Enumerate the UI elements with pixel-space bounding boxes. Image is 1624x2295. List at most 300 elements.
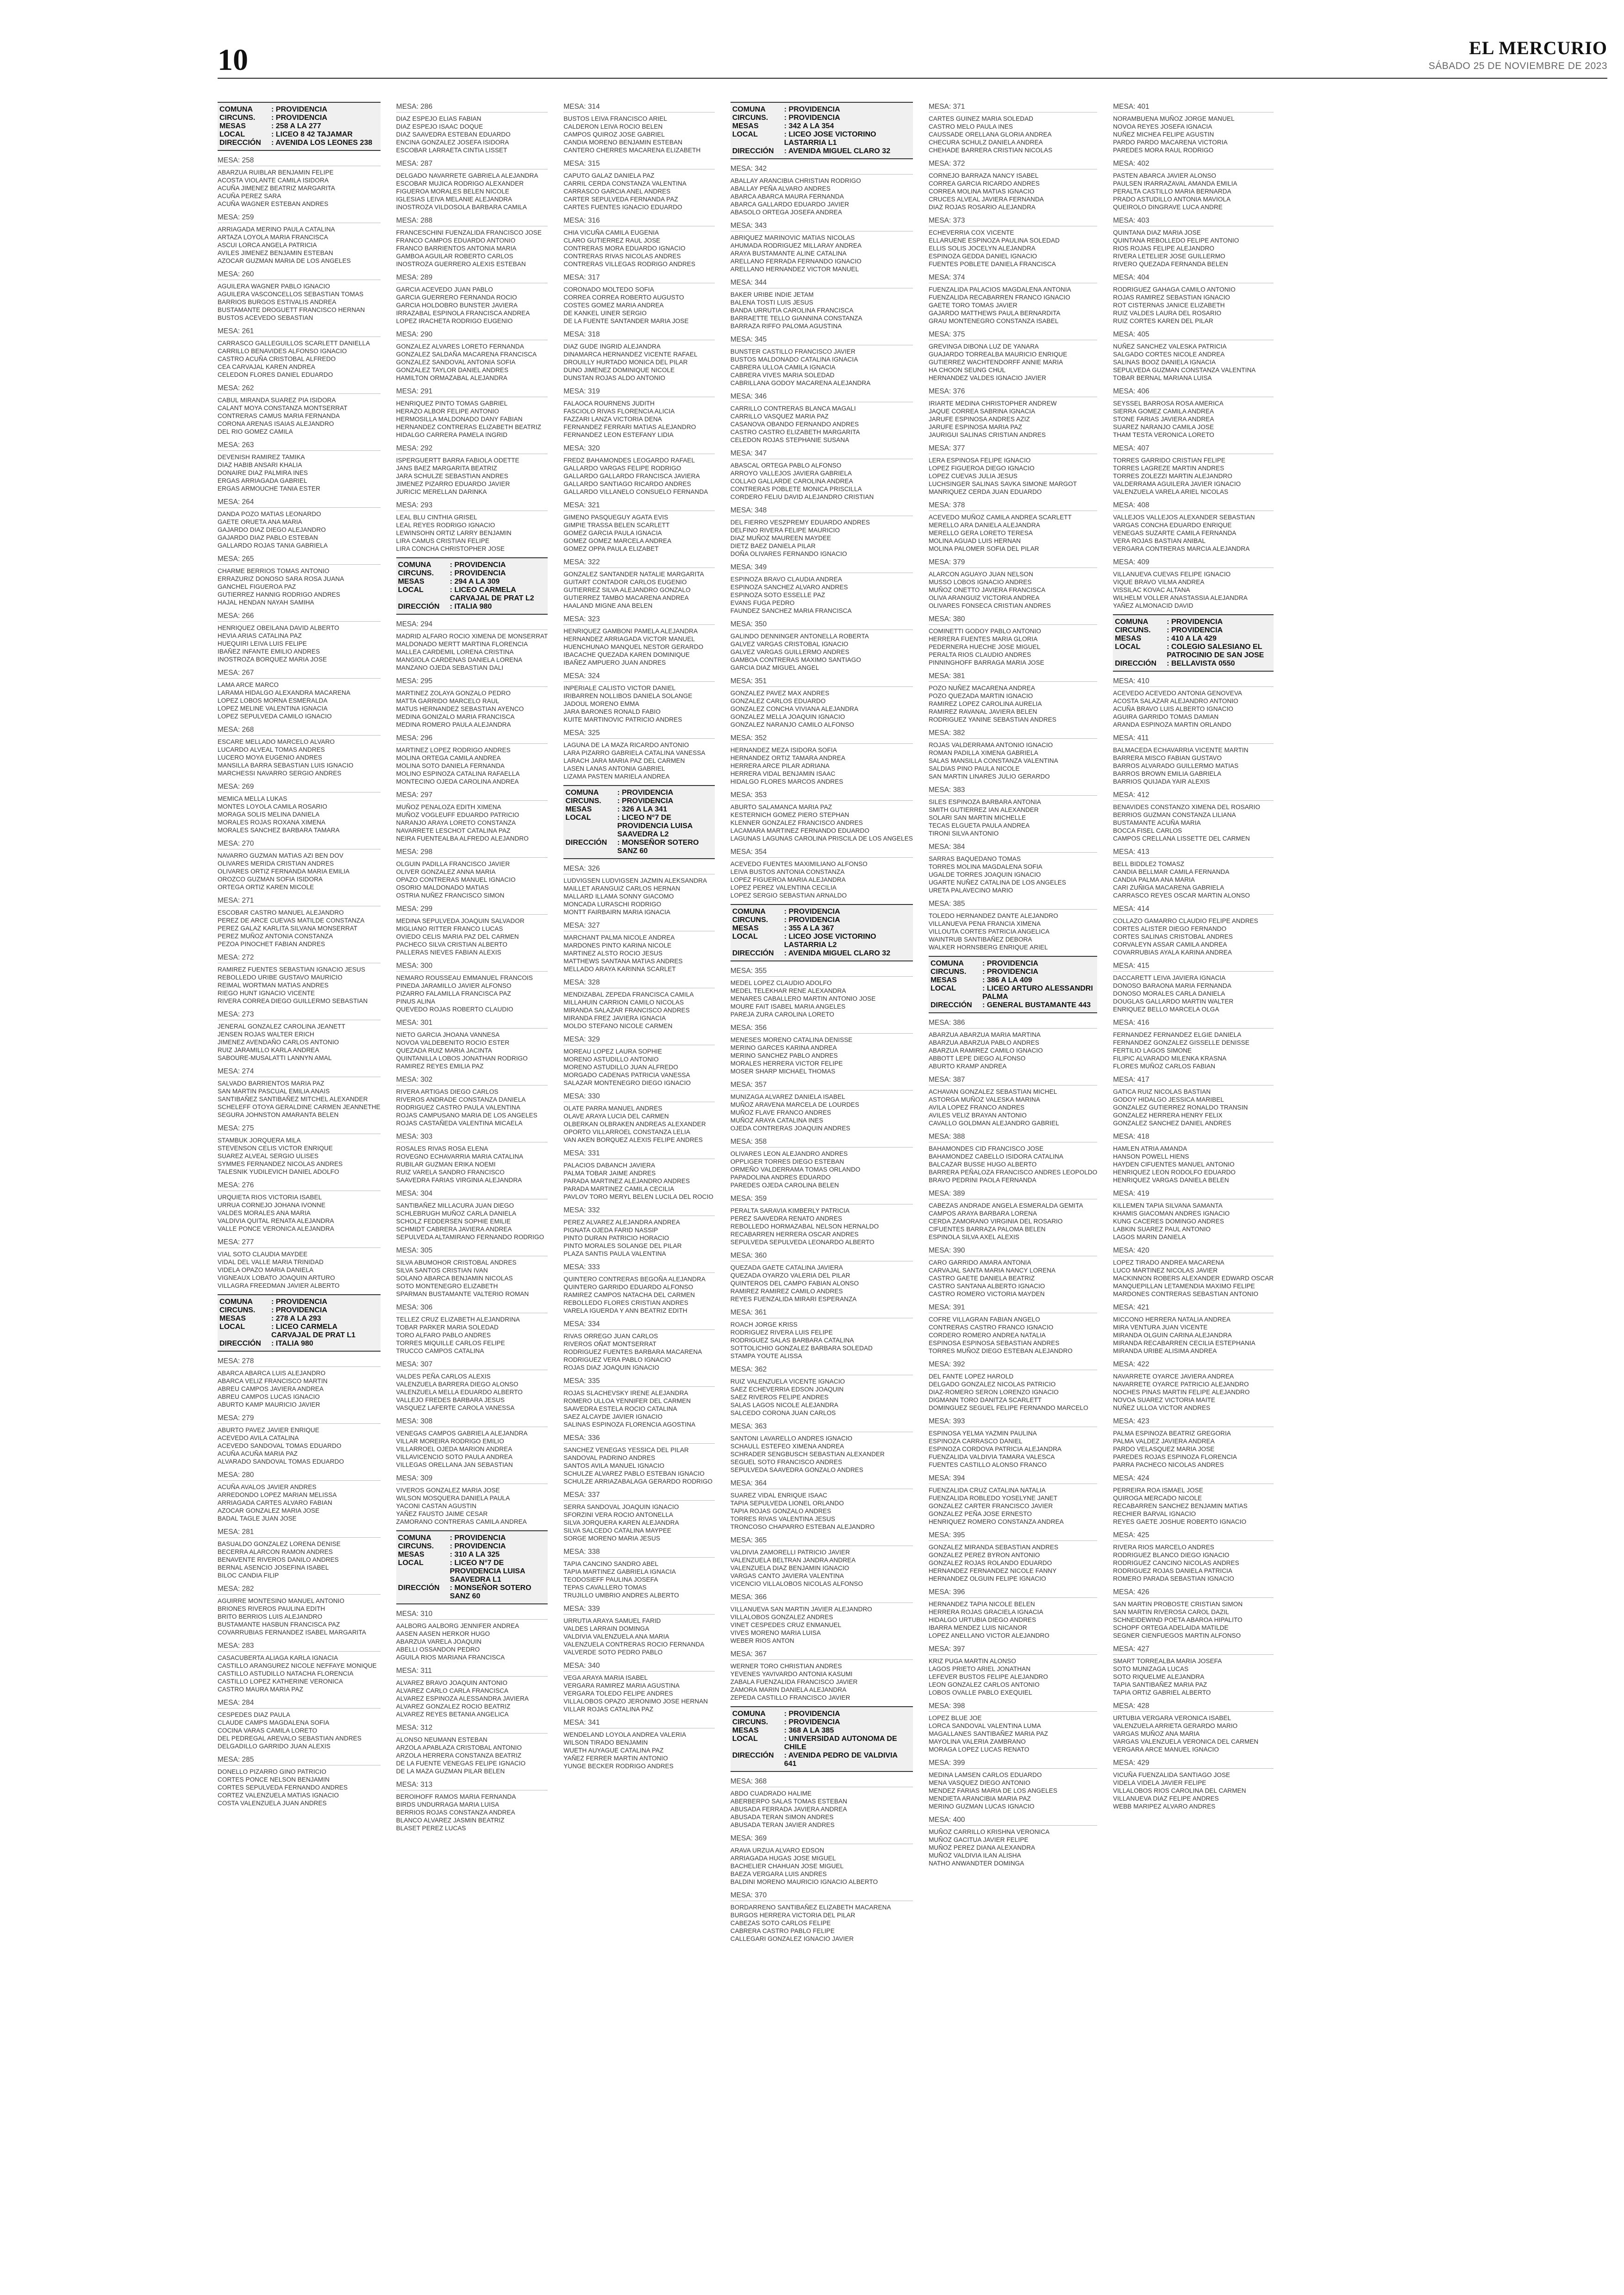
voter-name: FUENZALIDA VALDIVIA TAMARA VALESCA — [928, 1453, 1055, 1460]
voter-name: VIVEROS GONZALEZ MARIA JOSE — [396, 1487, 500, 1494]
voter-name: GONZALEZ SANTANDER NATALIE MARGARITA — [563, 571, 704, 578]
voter-name: COLLAZO GAMARRO CLAUDIO FELIPE ANDRES — [1113, 917, 1258, 924]
mesa-label: MESA: 399 — [929, 1759, 1097, 1769]
mesa-label: MESA: 420 — [1113, 1247, 1274, 1256]
voter-name: CARTES FUENTES IGNACIO EDUARDO — [563, 204, 682, 211]
voter-name: URETA PALAVECINO MARIO — [928, 887, 1013, 894]
header-value: : PROVIDENCIA — [784, 1718, 840, 1726]
mesa-label: MESA: 297 — [396, 791, 548, 801]
voter-name: INPERIALE CALISTO VICTOR DANIEL — [563, 685, 676, 692]
voter-name: COLLAO GALLARDE CAROLINA ANDREA — [730, 478, 853, 485]
voter-name: NEMARO ROUSSEAU EMMANUEL FRANCOIS — [396, 974, 533, 981]
voter-name: TRUJILLO UMBRIO ANDRES ALBERTO — [563, 1592, 679, 1599]
mesa-label: MESA: 371 — [929, 103, 1097, 112]
voter-name: SILVA SALCEDO CATALINA MAYPEE — [563, 1527, 672, 1534]
polling-place-header — [1113, 614, 1274, 672]
header-key: MESAS — [565, 805, 592, 813]
header-key: LOCAL — [732, 1735, 758, 1743]
voter-name: TORO ALFARO PABLO ANDRES — [396, 1332, 491, 1339]
mesa-label: MESA: 321 — [563, 501, 714, 511]
voter-name: MERELLO GERA LORETO TERESA — [928, 530, 1033, 536]
voter-name: PALMA TOBAR JAIME ANDRES — [563, 1170, 656, 1177]
header-key: MESAS — [1115, 635, 1142, 642]
voter-name: LIZAMA PASTEN MARIELA ANDREA — [563, 773, 670, 780]
voter-name: MANSILLA BARRA SEBASTIAN LUIS IGNACIO — [218, 762, 354, 769]
voter-name: ACOSTA VIOLANTE CAMILA ISIDORA — [218, 177, 329, 184]
voter-name: LUCERO MOYA EUGENIO ANDRES — [218, 754, 322, 761]
voter-name: LAMA ARCE MARCO — [218, 681, 279, 688]
voter-name: CORREA GARCIA RICARDO ANDRES — [928, 180, 1040, 187]
header-key: DIRECCIÓN — [565, 839, 607, 847]
voter-name: GREVINGA DIBONA LUZ DE YANARA — [928, 343, 1039, 350]
header-row — [219, 1315, 379, 1323]
voter-name: HUENCHUNAO MANQUEL NESTOR GERARDO — [563, 643, 704, 650]
voter-name: DUNO JIMENEZ DOMINIQUE NICOLE — [563, 367, 675, 374]
mesa-label: MESA: 395 — [929, 1531, 1097, 1541]
header-row — [732, 147, 911, 156]
voter-name: CHARME BERRIOS TOMAS ANTONIO — [218, 568, 330, 574]
voter-name: ZABALA FUENZALIDA FRANCISCO JAVIER — [730, 1678, 858, 1685]
voter-name: YEVENES YAVIVARDO ANTONIA KASUMI — [730, 1671, 853, 1678]
mesa-label: MESA: 354 — [731, 848, 913, 858]
voter-name: CORTES ALISTER DIEGO FERNANDO — [1113, 925, 1227, 932]
header-row — [565, 789, 712, 797]
voter-name: FERNANDEZ FERNANDEZ ELGIE DANIELA — [1113, 1031, 1242, 1038]
voter-name: FUENTES POBLETE DANIELA FRANCISCA — [928, 261, 1056, 268]
voter-name: FUENTES CASTILLO ALONSO FRANCO — [928, 1461, 1047, 1468]
voter-name: VALENZUELA ARRIETA GERARDO MARIO — [1113, 1722, 1238, 1729]
voter-name: SAAVEDRA ESTELA ROCIO CATALINA — [563, 1405, 677, 1412]
voter-name: GONZALEZ HERRERA HENRY FELIX — [1113, 1112, 1223, 1119]
voter-name: PALMA ESPINOZA BEATRIZ GREGORIA — [1113, 1430, 1231, 1437]
voter-name: QUINTANILLA LOBOS JONATHAN RODRIGO — [396, 1055, 528, 1062]
voter-name: GAETE TORO TOMAS JAVIER — [928, 302, 1018, 309]
voter-name: ROJAS CAMPUSANO MARIA DE LOS ANGELES — [396, 1112, 537, 1119]
voter-name: LEAL BLU CINTHIA GRISEL — [396, 514, 477, 521]
voter-name: QUEZADA RUIZ MARIA JACINTA — [396, 1047, 492, 1054]
mesa-label: MESA: 289 — [396, 274, 548, 283]
voter-name: MIRANDA FREZ JAVIERA IGNACIA — [563, 1015, 666, 1022]
voter-name: JANS BAEZ MARGARITA BEATRIZ — [396, 465, 497, 472]
header-row — [398, 586, 546, 603]
voter-name: BARRIOS QUIJADA YAIR ALEXIS — [1113, 778, 1210, 785]
mesa-label: MESA: 389 — [929, 1190, 1097, 1199]
voter-name: ESCOBAR LARRAETA CINTIA LISSET — [396, 147, 507, 154]
voter-name: BECERRA ALARCON RAMON ANDRES — [218, 1548, 333, 1555]
voter-name: BEROIHOFF RAMOS MARIA FERNANDA — [396, 1793, 516, 1800]
voter-name: RAMIREZ RAMIREZ CAMILO ANDRES — [730, 1288, 843, 1295]
voter-name: CAVALLO GOLDMAN ALEJANDRO GABRIEL — [928, 1120, 1059, 1127]
voter-name: GANCHEL FIGUEROA PAZ — [218, 583, 296, 590]
voter-name: MADRID ALFARO ROCIO XIMENA DE MONSERRAT — [396, 633, 548, 640]
voter-name: JENSEN ROJAS WALTER ERICH — [218, 1031, 314, 1038]
voter-name: MIGLIANO RITTER FRANCO LUCAS — [396, 925, 503, 932]
voter-name: JARA SCHULZE SEBASTIAN ANDRES — [396, 473, 508, 480]
voter-name: VENEGAS CAMPOS GABRIELA ALEJANDRA — [396, 1430, 528, 1437]
column-7 — [1289, 97, 1440, 2282]
voter-name: QUINTERO CONTRERAS BEGOÑA ALEJANDRA — [563, 1276, 706, 1283]
voter-name: DE LA FUENTE VENEGAS FELIPE IGNACIO — [396, 1760, 526, 1767]
voter-name: OLIVARES FONSECA CRISTIAN ANDRES — [928, 602, 1051, 609]
voter-name: TAPIA CANCINO SANDRO ABEL — [563, 1560, 659, 1567]
voter-name: ARRIAGADA CARTES ALVARO FABIAN — [218, 1499, 332, 1506]
voter-name: BARRAZA RIFFO PALOMA AGUSTINA — [730, 323, 842, 330]
voter-name: AGUILERA VASCONCELLOS SEBASTIAN TOMAS — [218, 291, 364, 298]
voter-name: FALAOCA ROURNENS JUDITH — [563, 400, 655, 407]
header-value: : 278 A LA 293 — [271, 1315, 321, 1322]
header-key: LOCAL — [565, 814, 591, 822]
voter-name: YAÑEZ FERRER MARTIN ANTONIO — [563, 1755, 668, 1762]
voter-name: FUENZALIDA CRUZ CATALINA NATALIA — [928, 1487, 1046, 1494]
mesa-label: MESA: 375 — [929, 331, 1097, 340]
voter-name: CORTES PONCE NELSON BENJAMIN — [218, 1776, 330, 1783]
voter-name: CASTRO GAETE DANIELA BEATRIZ — [928, 1275, 1035, 1282]
header-row — [219, 1298, 379, 1306]
voter-name: ALVARADO SANDOVAL TOMAS EDUARDO — [218, 1458, 344, 1465]
voter-name: ARANDA ESPINOZA MARTIN ORLANDO — [1113, 721, 1231, 728]
voter-name: OLIVER GONZALEZ ANNA MARIA — [396, 868, 496, 875]
voter-name: ENRIQUEZ BELLO MARCELA OLGA — [1113, 1006, 1219, 1013]
column-2 — [396, 97, 548, 2282]
voter-name: ROMERO PARADA SEBASTIAN IGNACIO — [1113, 1575, 1234, 1582]
mesa-label: MESA: 261 — [218, 327, 381, 337]
newspaper-name: EL MERCURIO — [1469, 37, 1607, 58]
voter-name: VALENZUELA DIAZ BENJAMIN IGNACIO — [730, 1565, 849, 1572]
voter-name: WALKER HORNSBERG ENRIQUE ARIEL — [928, 944, 1048, 951]
mesa-label: MESA: 374 — [929, 274, 1097, 283]
voter-name: GONZALEZ PEÑA JOSE ERNESTO — [928, 1510, 1032, 1517]
mesa-label: MESA: 273 — [218, 1010, 381, 1020]
voter-name: NORAMBUENA MUÑOZ JORGE MANUEL — [1113, 115, 1235, 122]
voter-name: TOBAR PARKER MARIA SOLEDAD — [396, 1324, 499, 1331]
voter-name: PERALTA SARAVIA KIMBERLY PATRICIA — [730, 1207, 850, 1214]
header-row — [565, 814, 712, 839]
mesa-label: MESA: 292 — [396, 444, 548, 454]
voter-name: CALLEGARI GONZALEZ IGNACIO JAVIER — [730, 1935, 854, 1942]
mesa-label: MESA: 400 — [929, 1816, 1097, 1826]
voter-name: VALDES PEÑA CARLOS ALEXIS — [396, 1373, 491, 1380]
voter-name: FIGUEROA MORALES BELEN NICOLE — [396, 188, 510, 195]
voter-name: AGUIRA GARRIDO TOMAS DAMIAN — [1113, 713, 1219, 720]
voter-name: INOSTROZA VILDOSOLA BARBARA CAMILA — [396, 204, 527, 211]
voter-name: HENRIQUEZ LEON RODOLFO EDUARDO — [1113, 1169, 1236, 1176]
voter-name: UGARTE NUÑEZ CATALINA DE LOS ANGELES — [928, 879, 1066, 886]
voter-name: DIAZ MUÑOZ MAUREEN MAYDEE — [730, 535, 831, 542]
voter-name: MEDINA LAMSEN CARLOS EDUARDO — [928, 1771, 1042, 1778]
voter-name: ESPINOZA SANCHEZ ALVARO ANDRES — [730, 584, 848, 591]
voter-name: PALLERAS NIEVES FABIAN ALEXIS — [396, 949, 501, 956]
voter-name: HAJAL HENDAN NAYAH SAMIHA — [218, 599, 314, 606]
voter-name: URRUA CORNEJO JOHANA IVONNE — [218, 1202, 325, 1209]
mesa-label: MESA: 359 — [731, 1195, 913, 1204]
voter-name: REYES FUENZALIDA MIRARI ESPERANZA — [730, 1296, 857, 1303]
voter-name: ALARCON AGUAYO JUAN NELSON — [928, 571, 1033, 578]
voter-name: SALAZAR MONTENEGRO DIEGO IGNACIO — [563, 1079, 691, 1086]
voter-name: ACEVEDO AVILA CATALINA — [218, 1434, 299, 1441]
mesa-label: MESA: 328 — [563, 979, 714, 988]
header-row — [398, 578, 546, 586]
mesa-label: MESA: 278 — [218, 1357, 381, 1367]
mesa-label: MESA: 364 — [731, 1479, 913, 1489]
header-key: LOCAL — [732, 131, 758, 138]
voter-name: DIGMANN TORO DANITZA SCARLETT — [928, 1397, 1042, 1403]
voter-name: DELGADILLO GARRIDO JUAN ALEXIS — [218, 1743, 331, 1750]
header-key: CIRCUNS. — [732, 916, 768, 924]
voter-name: MUÑOZ GACITUA JAVIER FELIPE — [928, 1836, 1029, 1843]
voter-name: JAURIGUI SALINAS CRISTIAN ANDRES — [928, 431, 1046, 438]
voter-name: MORALES ROJAS ROXANA XIMENA — [218, 819, 326, 826]
header-key: COMUNA — [732, 106, 766, 113]
voter-name: CABRERA CASTRO PABLO FELIPE — [730, 1927, 835, 1934]
mesa-label: MESA: 382 — [929, 729, 1097, 739]
mesa-label: MESA: 340 — [563, 1662, 714, 1671]
voter-name: PARADA MARTINEZ CAMILA CECILIA — [563, 1185, 675, 1192]
header-value: : PROVIDENCIA — [982, 960, 1038, 967]
column-6 — [1113, 97, 1274, 2282]
voter-name: CARRILLO VASQUEZ MARIA PAZ — [730, 413, 829, 420]
voter-name: MOLINA PALOMER SOFIA DEL PILAR — [928, 545, 1039, 552]
voter-name: DONOSO BARAONA MARIA FERNANDA — [1113, 982, 1231, 989]
voter-name: GAMBOA CONTRERAS MAXIMO SANTIAGO — [730, 656, 861, 663]
voter-name: HAMILTON ORMAZABAL ALEJANDRA — [396, 374, 508, 381]
voter-name: OJEDA CONTRERAS JOAQUIN ANDRES — [730, 1125, 850, 1132]
mesa-label: MESA: 276 — [218, 1181, 381, 1191]
voter-name: BENAVIDES CONSTANZO XIMENA DEL ROSARIO — [1113, 804, 1261, 811]
voter-name: CORDERO FELIU DAVID ALEJANDRO CRISTIAN — [730, 493, 874, 500]
voter-name: AZOCAR GUZMAN MARIA DE LOS ANGELES — [218, 257, 351, 264]
voter-name: OLGUIN PADILLA FRANCISCO JAVIER — [396, 861, 510, 867]
voter-name: ESPINOSA ESPINOSA SEBASTIAN ANDRES — [928, 1340, 1060, 1347]
voter-name: ABARZUA RUIBLAR BENJAMIN FELIPE — [218, 169, 334, 176]
mesa-label: MESA: 418 — [1113, 1133, 1274, 1142]
voter-name: HIDALGO CARRERA PAMELA INGRID — [396, 431, 508, 438]
voter-name: BADAL TAGLE JUAN JOSE — [218, 1515, 297, 1522]
voter-name: ALVAREZ BRAVO JOAQUIN ANTONIO — [396, 1679, 508, 1686]
voter-name: VALENZUELA BELTRAN JANDRA ANDREA — [730, 1557, 856, 1564]
header-row — [219, 114, 379, 122]
voter-name: SOTO MUNIZAGA LUCAS — [1113, 1665, 1189, 1672]
header-key: DIRECCIÓN — [732, 949, 774, 957]
voter-name: GOMEZ OPPA PAULA ELIZABET — [563, 545, 659, 552]
mesa-label: MESA: 285 — [218, 1756, 381, 1765]
mesa-label: MESA: 260 — [218, 270, 381, 280]
voter-name: ABARZUA RAMIREZ CAMILO IGNACIO — [928, 1047, 1043, 1054]
voter-name: BAHAMONDES CID FRANCISCO JOSE — [928, 1145, 1044, 1152]
voter-name: THAM TESTA VERONICA LORETO — [1113, 431, 1214, 438]
header-value: : PROVIDENCIA — [784, 106, 840, 113]
voter-name: SCHELEFF OTOYA GERALDINE CARMEN JEANNETHE — [218, 1104, 381, 1110]
header-key: MESAS — [930, 976, 957, 984]
voter-name: DEL FANTE LOPEZ HAROLD — [928, 1373, 1014, 1380]
voter-name: MARCHANT PALMA NICOLE ANDREA — [563, 934, 675, 941]
voter-name: LAGOS MARIN DANIELA — [1113, 1234, 1186, 1241]
voter-name: MUÑOZ PENALOZA EDITH XIMENA — [396, 804, 501, 811]
voter-name: NAVARRETE OYARCE JAVIERA ANDREA — [1113, 1373, 1234, 1380]
voter-name: STAMPA YOUTE ALISSA — [730, 1353, 802, 1360]
header-row — [565, 805, 712, 814]
voter-name: NOVOA REYES JOSEFA IGNACIA — [1113, 123, 1212, 130]
voter-name: CONTRERAS POBLETE MONICA PRISCILLA — [730, 486, 862, 493]
header-value: : 355 A LA 367 — [784, 924, 834, 932]
mesa-label: MESA: 341 — [563, 1719, 714, 1728]
header-key: CIRCUNS. — [732, 114, 768, 122]
voter-name: QUEZADA GAETE CATALINA JAVIERA — [730, 1264, 843, 1271]
voter-name: ABUSADA FERRADA JAVIERA ANDREA — [730, 1806, 847, 1813]
voter-name: WILHELM VOLLER ANASTASSIA ALEJANDRA — [1113, 594, 1248, 601]
voter-name: DIAZ HABIB ANSARI KHALIA — [218, 461, 302, 468]
voter-name: MENESES MORENO CATALINA DENISSE — [730, 1036, 853, 1043]
mesa-label: MESA: 330 — [563, 1092, 714, 1102]
voter-name: ARREDONDO LOPEZ MARIAN MELISSA — [218, 1491, 337, 1498]
mesa-label: MESA: 313 — [396, 1781, 548, 1790]
mesa-label: MESA: 370 — [731, 1891, 913, 1901]
voter-name: SEPULVEDA GUZMAN CONSTANZA VALENTINA — [1113, 367, 1256, 374]
voter-name: SCHULZE ALVAREZ PABLO ESTEBAN IGNACIO — [563, 1470, 705, 1477]
voter-name: HANSON POWELL HIENS — [1113, 1153, 1189, 1160]
mesa-label: MESA: 423 — [1113, 1417, 1274, 1427]
voter-name: ISPERGUERTT BARRA FABIOLA ODETTE — [396, 457, 519, 464]
voter-name: YUNGE BECKER RODRIGO ANDRES — [563, 1763, 674, 1770]
header-row — [732, 916, 911, 924]
voter-name: CONTRERAS MORA EDUARDO IGNACIO — [563, 245, 686, 252]
polling-place-header — [218, 1294, 381, 1352]
voter-name: ASTORGA MUÑOZ VALESKA MARINA — [928, 1096, 1040, 1103]
voter-name: BARROS BROWN EMILIA GABRIELA — [1113, 770, 1222, 777]
voter-name: LEIVA BUSTOS ANTONIA CONSTANZA — [730, 868, 845, 875]
voter-name: LOPEZ LOBOS MORNA ESMERALDA — [218, 697, 328, 704]
voter-name: PAULSEN IRARRAZAVAL AMANDA EMILIA — [1113, 180, 1237, 187]
voter-name: LAGUNAS LAGUNAS CAROLINA PRISCILA DE LOS ANGELES — [730, 835, 913, 842]
voter-name: VALLEJO FREDES BARBARA JESUS — [396, 1397, 505, 1403]
voter-name: ABURTO KRAMP ANDREA — [928, 1063, 1007, 1070]
voter-name: STONE FARIAS JAVIERA ANDREA — [1113, 416, 1214, 423]
voter-name: MEDEL LOPEZ CLAUDIO ADOLFO — [730, 979, 832, 986]
voter-name: ALVAREZ CARLO CARLA FRANCISCA — [396, 1687, 509, 1694]
voter-name: GONZALEZ PAVEZ MAX ANDRES — [730, 690, 830, 697]
voter-name: MUSSO LOBOS IGNACIO ANDRES — [928, 579, 1032, 586]
voter-name: MONTT FAIRBAIRN MARIA IGNACIA — [563, 909, 671, 916]
voter-name: ABARCA ABARCA MAURA FERNANDA — [730, 193, 844, 200]
voter-name: RODRIGUEZ BLANCO DIEGO IGNACIO — [1113, 1552, 1230, 1559]
voter-name: BUSTAMANTE ACUÑA MARIA — [1113, 819, 1201, 826]
voter-name: CAMPOS ARAYA BARBARA LORENA — [928, 1210, 1037, 1217]
voter-name: VASQUEZ LAFERTE CAROLA VANESSA — [396, 1404, 515, 1411]
voter-name: NOCHES PINAS MARTIN FELIPE ALEJANDRO — [1113, 1389, 1250, 1396]
mesa-label: MESA: 428 — [1113, 1702, 1274, 1712]
mesa-label: MESA: 306 — [396, 1303, 548, 1313]
voter-name: HERNANDEZ TAPIA NICOLE BELEN — [928, 1601, 1035, 1608]
mesa-label: MESA: 421 — [1113, 1303, 1274, 1313]
voter-name: WUETH AUYAGUE CATALINA PAZ — [563, 1747, 664, 1754]
voter-name: NUÑEZ ULLOA VICTOR ANDRES — [1113, 1404, 1211, 1411]
voter-name: BARRERA MISCO FABIAN GUSTAVO — [1113, 755, 1222, 761]
voter-name: LIRA CONCHA CHRISTOPHER JOSE — [396, 545, 505, 552]
voter-name: NAVARRO GUZMAN MATIAS AZI BEN DOV — [218, 852, 344, 859]
header-value: : 342 A LA 354 — [784, 122, 834, 130]
voter-name: ACUÑA ACUÑA MARIA PAZ — [218, 1450, 298, 1457]
voter-name: BUSTOS ACEVEDO SEBASTIAN — [218, 314, 313, 321]
voter-name: SANTOS AVILA MANUEL IGNACIO — [563, 1462, 665, 1469]
voter-name: VILLANUEVA CUEVAS FELIPE IGNACIO — [1113, 571, 1231, 578]
mesa-label: MESA: 350 — [731, 620, 913, 630]
voter-name: ARRIAGADA MERINO PAULA CATALINA — [218, 226, 335, 233]
mesa-label: MESA: 262 — [218, 384, 381, 394]
voter-name: PALMA VALDEZ JAVIERA ANDREA — [1113, 1438, 1215, 1445]
voter-name: MOLINO ESPINOZA CATALINA RAFAELLA — [396, 770, 520, 777]
mesa-label: MESA: 305 — [396, 1247, 548, 1256]
top-rule — [218, 78, 1607, 79]
voter-name: DONELLO PIZARRO GINO PATRICIO — [218, 1768, 326, 1775]
voter-name: TIRONI SILVA ANTONIO — [928, 830, 999, 837]
mesa-label: MESA: 362 — [731, 1366, 913, 1375]
voter-name: TAPIA SANTIBAÑEZ MARIA PAZ — [1113, 1681, 1207, 1688]
header-row — [1115, 618, 1272, 626]
mesa-label: MESA: 320 — [563, 444, 714, 454]
voter-name: CHEHADE BARRERA CRISTIAN NICOLAS — [928, 147, 1053, 154]
header-row — [398, 1551, 546, 1559]
voter-name: TOLEDO HERNANDEZ DANTE ALEJANDRO — [928, 912, 1058, 919]
voter-name: HERNANDEZ ORTIZ TAMARA ANDREA — [730, 755, 845, 761]
voter-name: NAVARRETE OYARCE PATRICIO ALEJANDRO — [1113, 1381, 1249, 1388]
voter-name: CABRERA VIVES MARIA SOLEDAD — [730, 372, 835, 379]
voter-name: LOPEZ FIGUEROA MARIA ALEJANDRA — [730, 876, 846, 883]
voter-name: REYES GAETE JOSHUE ROBERTO IGNACIO — [1113, 1518, 1247, 1525]
voter-name: GALVEZ VARGAS GUILLERMO ANDRES — [730, 649, 849, 655]
voter-name: AVILES VELIZ BRAYAN ANTONIO — [928, 1112, 1027, 1119]
voter-name: WEBB MARIPEZ ALVARO ANDRES — [1113, 1803, 1216, 1810]
voter-name: ARAYA BUSTAMANTE ALINE CATALINA — [730, 250, 847, 257]
header-key: CIRCUNS. — [398, 1542, 434, 1550]
voter-name: DIAZ-ROMERO SERON LORENZO IGNACIO — [928, 1389, 1059, 1396]
voter-name: PEREZ MUÑOZ ANTONIA CONSTANZA — [218, 933, 333, 940]
voter-name: TORRES MOLINA MAGDALENA SOFIA — [928, 863, 1043, 870]
header-key: CIRCUNS. — [398, 569, 434, 577]
mesa-label: MESA: 290 — [396, 331, 548, 340]
polling-place-header — [731, 102, 913, 159]
voter-name: ABARZUA VARELA JOAQUIN — [396, 1638, 481, 1645]
voter-name: RUBILAR GUZMAN ERIKA NOEMI — [396, 1161, 496, 1168]
voter-name: CASTILLO ARANGUREZ NICOLE NEFFAYE MONIQUE — [218, 1662, 377, 1669]
voter-name: RODRIGUEZ CASTRO PAULA VALENTINA — [396, 1104, 520, 1111]
voter-name: BAHAMONDEZ CABELLO ISIDORA CATALINA — [928, 1153, 1064, 1160]
voter-name: PINTO MORALES SOLANGE DEL PILAR — [563, 1242, 682, 1249]
voter-name: ACUÑA BRAVO LUIS ALBERTO IGNACIO — [1113, 705, 1234, 712]
voter-name: NIETO GARCIA JHOANA VANNESA — [396, 1031, 500, 1038]
voter-name: ROT CISTERNAS JANICE ELIZABETH — [1113, 302, 1225, 309]
voter-name: BRIONES RIVEROS PAULINA EDITH — [218, 1605, 325, 1612]
voter-name: BUSTAMANTE DROGUETT FRANCISCO HERNAN — [218, 306, 365, 313]
mesa-label: MESA: 367 — [731, 1650, 913, 1660]
voter-name: CARVAJAL SANTA MARIA NANCY LORENA — [928, 1267, 1056, 1274]
voter-name: TOBAR BERNAL MARIANA LUISA — [1113, 374, 1212, 381]
voter-name: CONTRERAS CASTRO FRANCO IGNACIO — [928, 1324, 1054, 1331]
voter-name: HENRIQUEZ ROMERO CONSTANZA ANDREA — [928, 1518, 1064, 1525]
voter-name: VERA ROJAS BASTIAN ANIBAL — [1113, 537, 1206, 544]
voter-name: MEDEL TELEKHAR RENE ALEXANDRA — [730, 987, 846, 994]
voter-name: VAN AKEN BORQUEZ ALEXIS FELIPE ANDRES — [563, 1136, 703, 1143]
voter-name: MEDINA ROMERO PAULA ALEJANDRA — [396, 721, 511, 728]
voter-name: NOVOA SUAREZ VICTORIA MAITE — [1113, 1397, 1215, 1403]
voter-name: ARELLANO HERNANDEZ VICTOR MANUEL — [730, 266, 859, 273]
mesa-label: MESA: 424 — [1113, 1474, 1274, 1484]
mesa-label: MESA: 379 — [929, 558, 1097, 568]
voter-name: JIMENEZ AVENDAÑO CARLOS ANTONIO — [218, 1039, 339, 1046]
voter-name: DANDA POZO MATIAS LEONARDO — [218, 511, 321, 518]
voter-name: RIVERA CORREA DIEGO GUILLERMO SEBASTIAN — [218, 998, 368, 1004]
voter-name: RODRIGUEZ FUENTES BARBARA MACARENA — [563, 1348, 702, 1355]
voter-name: MOLDO STEFANO NICOLE CARMEN — [563, 1023, 673, 1029]
voter-name: MANRIQUEZ CERDA JUAN EDUARDO — [928, 488, 1042, 495]
